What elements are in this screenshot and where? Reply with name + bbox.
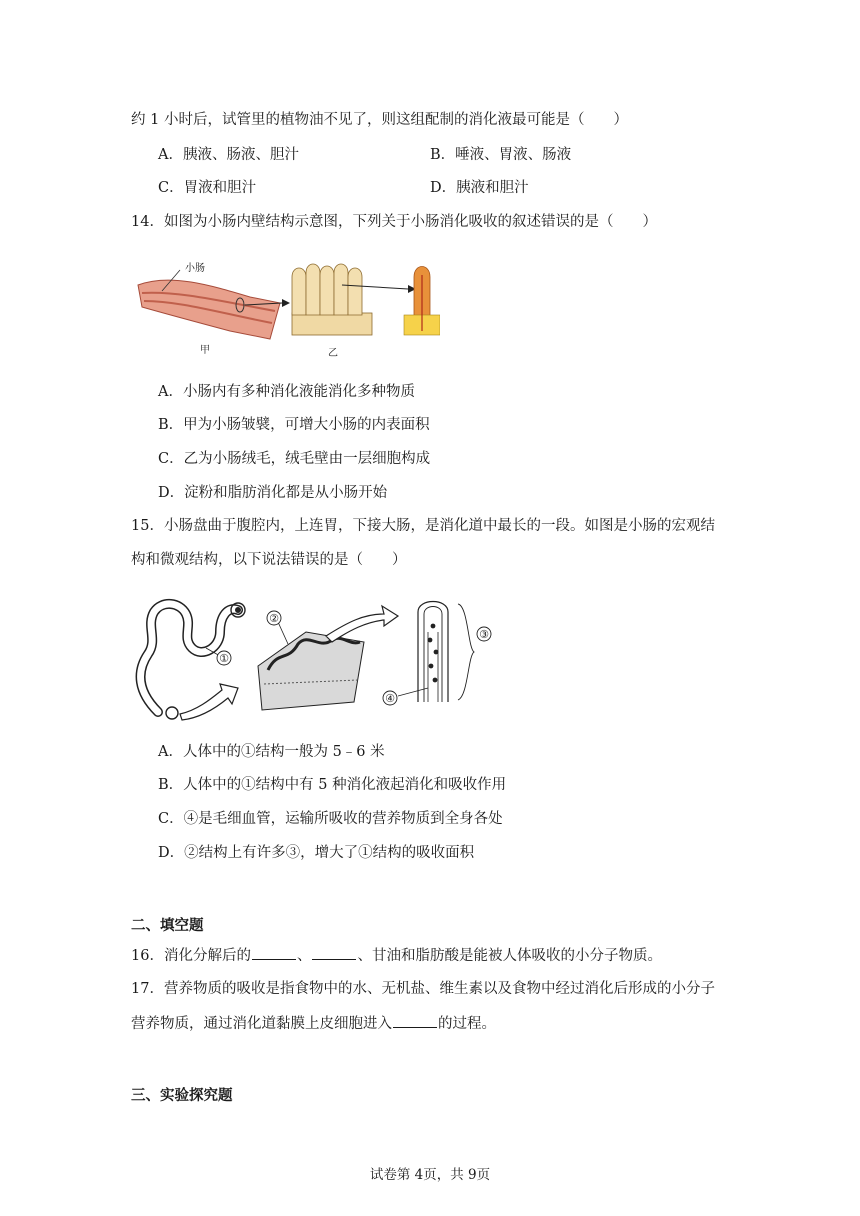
q17-blank[interactable]	[393, 1013, 437, 1028]
q15-stem-line1: 15．小肠盘曲于腹腔内，上连胃，下接大肠，是消化道中最长的一段。如图是小肠的宏观结	[131, 518, 715, 534]
figure-label-yi: 乙	[328, 348, 338, 359]
q16-line	[131, 945, 662, 966]
section-title-experiment: 三、实验探究题	[131, 1087, 233, 1104]
q13-option-d: D．胰液和胆汁	[430, 180, 529, 196]
page-footer: 试卷第 4页，共 9页	[369, 1167, 491, 1183]
q16-blank-2[interactable]	[312, 945, 356, 960]
q13-option-a: A．胰液、肠液、胆汁	[158, 147, 299, 163]
q14-option-d: D．淀粉和脂肪消化都是从小肠开始	[158, 485, 388, 501]
q14-option-a: A．小肠内有多种消化液能消化多种物质	[158, 384, 415, 400]
figure-label-jia: 甲	[200, 345, 210, 356]
q16-part2: 、甘油和脂肪酸是能被人体吸收的小分子物质。	[357, 948, 662, 964]
q15-option-b: B．人体中的①结构中有 5 种消化液起消化和吸收作用	[158, 777, 507, 793]
q13-option-c: C．胃液和胆汁	[158, 180, 257, 196]
q16-blank-1[interactable]	[252, 945, 296, 960]
q17-part1: 营养物质，通过消化道黏膜上皮细胞进入	[131, 1016, 392, 1032]
marker-2: ②	[269, 612, 279, 625]
section-title-fill-in: 二、填空题	[131, 917, 204, 934]
q15-option-c: C．④是毛细血管，运输所吸收的营养物质到全身各处	[158, 811, 503, 827]
q17-line2	[131, 1013, 496, 1034]
marker-4: ④	[385, 692, 395, 705]
q14-stem: 14．如图为小肠内壁结构示意图，下列关于小肠消化吸收的叙述错误的是（ ）	[131, 214, 657, 230]
q16-part1: 16．消化分解后的	[131, 948, 251, 964]
q14-option-c: C．乙为小肠绒毛，绒毛壁由一层细胞构成	[158, 451, 431, 467]
figure-label-small-intestine: 小肠	[185, 263, 205, 274]
q16-separator: 、	[296, 948, 312, 964]
q13-stem-tail: 约 1 小时后，试管里的植物油不见了，则这组配制的消化液最可能是（ ）	[131, 112, 628, 128]
q15-stem-line2: 构和微观结构，以下说法错误的是（ ）	[131, 552, 407, 568]
q14-option-b: B．甲为小肠皱襞，可增大小肠的内表面积	[158, 417, 430, 433]
small-intestine-wall-figure	[130, 255, 440, 363]
q15-option-a: A．人体中的①结构一般为 5﹣6 米	[158, 744, 385, 760]
q15-option-d: D．②结构上有许多③，增大了①结构的吸收面积	[158, 845, 475, 861]
marker-3: ③	[479, 628, 489, 641]
small-intestine-macro-micro-figure	[128, 592, 500, 724]
q13-option-b: B．唾液、胃液、肠液	[430, 147, 572, 163]
q17-line1: 17．营养物质的吸收是指食物中的水、无机盐、维生素以及食物中经过消化后形成的小分子	[131, 981, 715, 997]
q17-part2: 的过程。	[438, 1016, 496, 1032]
marker-1: ①	[219, 652, 229, 665]
